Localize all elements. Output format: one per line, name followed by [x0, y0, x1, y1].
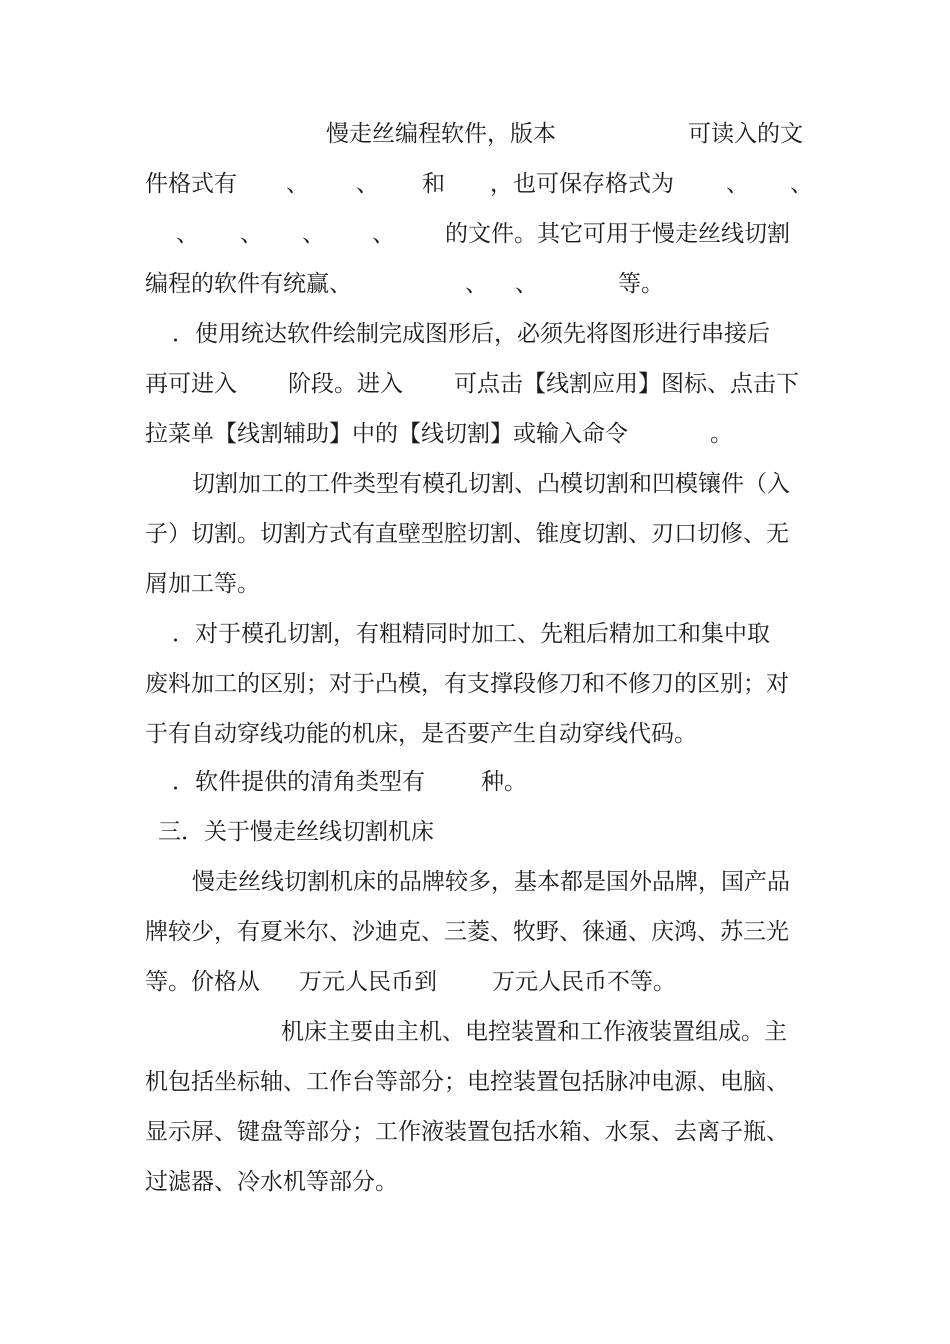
text-line: 编程的软件有统赢、 — [145, 271, 352, 297]
text-line: 、 — [240, 221, 263, 247]
text-line: 万元人民币不等。 — [492, 969, 676, 995]
text-line: 、 — [726, 171, 749, 197]
text-line: 、 — [286, 171, 309, 197]
text-line: 、 — [356, 171, 379, 197]
text-line: 等。价格从 — [145, 969, 260, 995]
text-line: 、 — [515, 271, 538, 297]
text-line: 显示屏、键盘等部分；工作液装置包括水箱、水泵、去离子瓶、 — [145, 1119, 789, 1145]
text-line: 机床主要由主机、电控装置和工作液装置组成。主 — [281, 1019, 787, 1045]
text-line: 可点击【线割应用】图标、点击下 — [454, 371, 799, 397]
section-heading: 三．关于慢走丝线切割机床 — [158, 819, 434, 845]
text-line: 。 — [710, 421, 733, 447]
text-line: 屑加工等。 — [145, 571, 260, 597]
text-line: 、 — [790, 171, 813, 197]
text-line: 种。 — [481, 769, 527, 795]
text-line: 机包括坐标轴、工作台等部分；电控装置包括脉冲电源、电脑、 — [145, 1069, 789, 1095]
text-line: 和 — [422, 171, 445, 197]
text-line: 、 — [302, 221, 325, 247]
text-line: 慢走丝编程软件，版本 — [326, 121, 556, 147]
text-line: ，也可保存格式为 — [490, 171, 674, 197]
text-line: ．软件提供的清角类型有 — [172, 769, 425, 795]
text-line: 切割加工的工件类型有模孔切割、凸模切割和凹模镶件（入 — [192, 471, 790, 497]
text-line: ．对于模孔切割，有粗精同时加工、先粗后精加工和集中取 — [172, 621, 770, 647]
text-line: 、 — [465, 271, 488, 297]
text-line: 子）切割。切割方式有直壁型腔切割、锥度切割、刃口切修、无 — [145, 521, 789, 547]
text-line: 阶段。进入 — [288, 371, 403, 397]
text-line: ．使用统达软件绘制完成图形后，必须先将图形进行串接后 — [172, 321, 770, 347]
text-line: 、 — [176, 221, 199, 247]
text-line: 于有自动穿线功能的机床，是否要产生自动穿线代码。 — [145, 721, 697, 747]
text-line: 等。 — [618, 271, 664, 297]
text-line: 万元人民币到 — [299, 969, 437, 995]
text-line: 过滤器、冷水机等部分。 — [145, 1169, 398, 1195]
text-line: 拉菜单【线割辅助】中的【线切割】或输入命令 — [145, 421, 628, 447]
text-line: 牌较少，有夏米尔、沙迪克、三菱、牧野、徕通、庆鸿、苏三光 — [145, 919, 789, 945]
text-line: 再可进入 — [145, 371, 237, 397]
text-line: 、 — [372, 221, 395, 247]
text-line: 的文件。其它可用于慢走丝线切割 — [445, 221, 790, 247]
text-line: 件格式有 — [145, 171, 237, 197]
text-line: 慢走丝线切割机床的品牌较多，基本都是国外品牌，国产品 — [192, 869, 790, 895]
text-line: 废料加工的区别；对于凸模，有支撑段修刀和不修刀的区别；对 — [145, 671, 789, 697]
text-line: 可读入的文 — [688, 121, 803, 147]
